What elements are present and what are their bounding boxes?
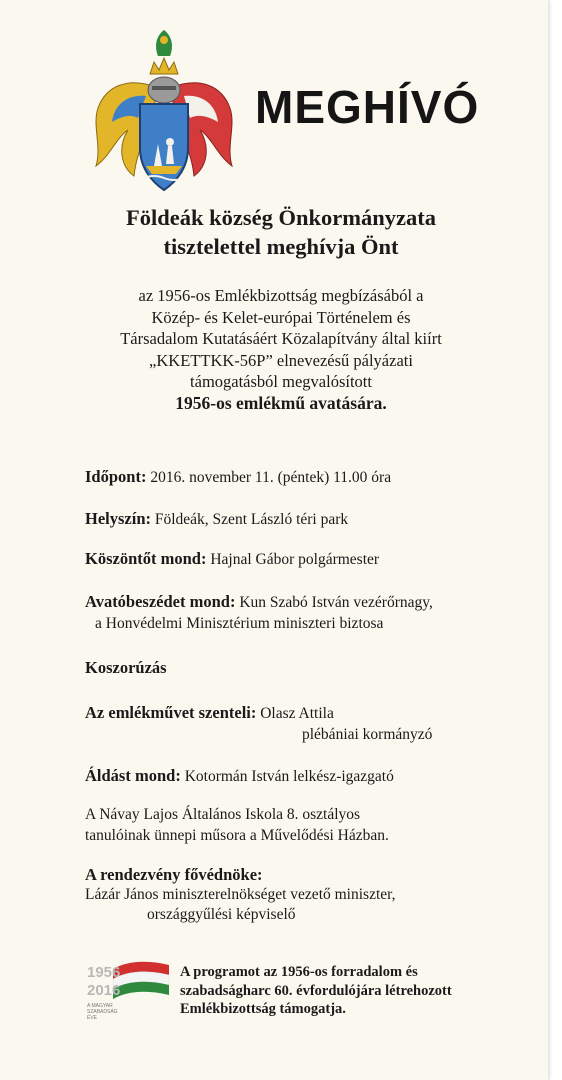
- logo-year-top: 1956: [87, 964, 121, 981]
- detail-value: Lázár János miniszterelnökséget vezető miniszter,: [85, 886, 396, 903]
- support-note-line: A programot az 1956-os forradalom és: [180, 964, 418, 980]
- intro-paragraph: [0, 285, 548, 414]
- detail-avato: [85, 591, 433, 634]
- intro-line: Közép- és Kelet-európai Történelem és: [151, 307, 411, 327]
- detail-koszoruzas: [85, 657, 167, 679]
- intro-bold-line: 1956-os emlékmű avatására.: [175, 392, 387, 413]
- intro-line: az 1956-os Emlékbizottság megbízásából a: [138, 286, 424, 305]
- anniversary-logo-icon: [85, 955, 173, 1027]
- detail-value-cont: a Honvédelmi Minisztérium miniszteri biztosa: [95, 615, 384, 632]
- detail-label: Helyszín:: [85, 509, 151, 528]
- heading-line: Földeák község Önkormányzata: [125, 205, 436, 230]
- support-note: [180, 963, 452, 1019]
- detail-helyszin: [85, 508, 348, 530]
- detail-value-cont: országgyűlési képviselő: [147, 906, 296, 923]
- detail-value-cont: tanulóinak ünnepi műsora a Művelődési Házban.: [85, 827, 389, 844]
- page-title: MEGHÍVÓ: [255, 81, 480, 133]
- detail-label: Áldást mond:: [85, 766, 181, 785]
- support-note-line: szabadságharc 60. évfordulójára létrehozott: [180, 982, 452, 999]
- detail-value: Földeák, Szent László téri park: [154, 511, 349, 528]
- support-note-line: Emlékbizottság támogatja.: [180, 1001, 346, 1017]
- detail-label: Az emlékművet szenteli:: [85, 703, 257, 722]
- detail-value: 2016. november 11. (péntek) 11.00 óra: [150, 469, 392, 486]
- detail-label: Avatóbeszédet mond:: [85, 592, 236, 611]
- detail-value: Olasz Attila: [260, 705, 334, 722]
- detail-aldast: [85, 765, 394, 787]
- detail-value: Kun Szabó István vezérőrnagy,: [239, 594, 433, 611]
- detail-label: Időpont:: [85, 467, 147, 486]
- logo-caption: A MAGYAR: [87, 1003, 113, 1009]
- detail-value: A Návay Lajos Általános Iskola 8. osztályos: [85, 806, 361, 823]
- detail-value: Hajnal Gábor polgármester: [210, 551, 380, 568]
- heading: [0, 203, 548, 261]
- logo-caption: ÉVE: [87, 1015, 98, 1021]
- intro-line: Társadalom Kutatásáért Közalapítvány által kiírt: [120, 329, 442, 348]
- detail-koszonto: [85, 548, 379, 570]
- detail-szenteli: [85, 702, 432, 745]
- logo-caption: SZABADSÁG: [87, 1009, 118, 1015]
- coat-of-arms-icon: [88, 26, 240, 194]
- detail-idopont: [85, 466, 391, 488]
- detail-label: A rendezvény fővédnöke:: [85, 865, 263, 884]
- intro-line: támogatásból megvalósított: [190, 372, 372, 391]
- detail-musor: [85, 804, 389, 846]
- detail-value-cont: plébániai kormányzó: [302, 726, 433, 743]
- heading-line: tisztelettel meghívja Önt: [163, 234, 399, 259]
- detail-label: Köszöntőt mond:: [85, 549, 207, 568]
- logo-year-bottom: 2016: [87, 982, 121, 999]
- detail-fovednok: [85, 865, 396, 925]
- detail-value: Kotormán István lelkész-igazgató: [184, 768, 394, 785]
- detail-label: Koszorúzás: [85, 658, 167, 677]
- intro-line: „KKETTKK-56P” elnevezésű pályázati: [149, 350, 413, 370]
